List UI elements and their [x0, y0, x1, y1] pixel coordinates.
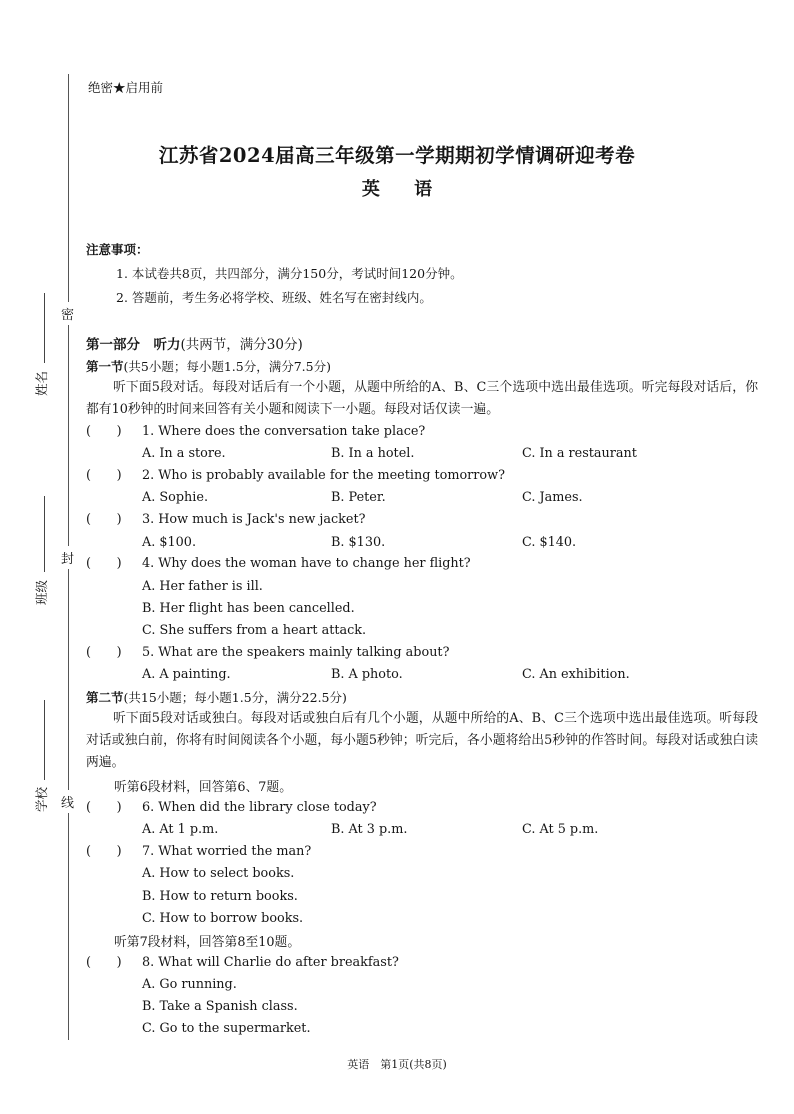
option-a: A. Her father is ill.: [142, 579, 263, 594]
option-a: A. In a store.: [142, 446, 226, 461]
option-b: B. $130.: [331, 535, 386, 550]
option-b: B. Peter.: [331, 490, 386, 505]
question-stem: 4. Why does the woman have to change her flight?: [142, 556, 471, 571]
option-b: B. How to return books.: [142, 889, 298, 904]
option-a: A. How to select books.: [142, 866, 295, 881]
option-c: C. James.: [522, 490, 583, 505]
question-8: [86, 952, 399, 974]
answer-blank[interactable]: ( ): [86, 645, 122, 660]
answer-blank[interactable]: ( ): [86, 955, 122, 970]
question-1: [86, 421, 425, 443]
answer-blank[interactable]: ( ): [86, 512, 122, 527]
question-4: [86, 553, 471, 575]
section2-title: 第二节: [86, 690, 124, 705]
option-b: B. Take a Spanish class.: [142, 999, 298, 1014]
option-a: A. A painting.: [142, 667, 231, 682]
option-b: B. At 3 p.m.: [331, 822, 408, 837]
part1-heading: [86, 333, 303, 353]
question-stem: 2. Who is probably available for the meeting tomorrow?: [142, 468, 505, 483]
answer-blank[interactable]: ( ): [86, 556, 122, 571]
question-stem: 7. What worried the man?: [142, 844, 312, 859]
option-a: A. Sophie.: [142, 490, 209, 505]
answer-blank[interactable]: ( ): [86, 844, 122, 859]
option-c: C. $140.: [522, 535, 577, 550]
binding-word-seal2: 封: [61, 546, 74, 569]
class-blank: [44, 496, 45, 572]
part1-note: (共两节，满分30分): [180, 337, 303, 353]
option-a: A. Go running.: [142, 977, 237, 992]
exam-title: 江苏省2024届高三年级第一学期期初学情调研迎考卷: [158, 144, 636, 167]
answer-blank[interactable]: ( ): [86, 424, 122, 439]
option-a: A. At 1 p.m.: [142, 822, 219, 837]
notice-item-2: 2. 答题前，考生务必将学校、班级、姓名写在密封线内。: [116, 290, 432, 305]
page-footer: 英语 第1页(共8页): [347, 1058, 447, 1071]
option-c: C. In a restaurant: [522, 446, 637, 461]
option-b: B. In a hotel.: [331, 446, 415, 461]
section1-heading: [86, 357, 331, 375]
question-6: [86, 797, 377, 819]
option-b: B. A photo.: [331, 667, 403, 682]
option-c: C. An exhibition.: [522, 667, 630, 682]
question-stem: 1. Where does the conversation take place?: [142, 424, 426, 439]
section2-instructions: 听下面5段对话或独白。每段对话或独白后有几个小题，从题中所给的A、B、C三个选项中选出最佳选项。听每段对话或独白前，你将有时间阅读各个小题，每小题5秒钟；听完后，各小题将给出5秒钟的作答时间。每段对话或独白读两遍。: [86, 711, 758, 770]
notice-heading: 注意事项：: [86, 242, 149, 257]
answer-blank[interactable]: ( ): [86, 800, 122, 815]
school-label: 学校: [34, 786, 49, 812]
question-stem: 8. What will Charlie do after breakfast?: [142, 955, 399, 970]
section1-note: (共5小题；每小题1.5分，满分7.5分): [123, 359, 331, 374]
answer-blank[interactable]: ( ): [86, 468, 122, 483]
question-stem: 5. What are the speakers mainly talking about?: [142, 645, 450, 660]
notice-item-1: 1. 本试卷共8页，共四部分，满分150分，考试时间120分钟。: [116, 266, 463, 281]
binding-word-line: 线: [61, 790, 74, 813]
listen-material-7: 听第7段材料，回答第8至10题。: [114, 935, 301, 950]
question-stem: 6. When did the library close today?: [142, 800, 377, 815]
binding-word-seal1: 密: [61, 302, 74, 325]
section1-instructions: 听下面5段对话。每段对话后有一个小题，从题中所给的A、B、C三个选项中选出最佳选项。听完每段对话后，你都有10秒钟的时间来回答有关小题和阅读下一小题。每段对话仅读一遍。: [86, 380, 758, 417]
section1-title: 第一节: [86, 359, 124, 374]
option-c: C. At 5 p.m.: [522, 822, 599, 837]
question-3: [86, 509, 366, 531]
section2-heading: [86, 688, 347, 706]
name-label: 姓名: [34, 370, 49, 396]
listen-material-6: 听第6段材料，回答第6、7题。: [114, 780, 292, 795]
question-2: [86, 465, 505, 487]
subject-title: 英 语: [361, 179, 447, 200]
option-c: C. She suffers from a heart attack.: [142, 623, 367, 638]
option-b: B. Her flight has been cancelled.: [142, 601, 355, 616]
question-stem: 3. How much is Jack's new jacket?: [142, 512, 366, 527]
option-a: A. $100.: [142, 535, 197, 550]
confidential-mark: 绝密★启用前: [88, 80, 164, 95]
class-label: 班级: [34, 579, 49, 605]
option-c: C. How to borrow books.: [142, 911, 304, 926]
part1-title: 第一部分 听力: [86, 337, 181, 353]
question-5: [86, 642, 449, 664]
section2-note: (共15小题；每小题1.5分，满分22.5分): [123, 690, 347, 705]
name-blank: [44, 293, 45, 363]
option-c: C. Go to the supermarket.: [142, 1021, 311, 1036]
school-blank: [44, 700, 45, 780]
question-7: [86, 841, 311, 863]
